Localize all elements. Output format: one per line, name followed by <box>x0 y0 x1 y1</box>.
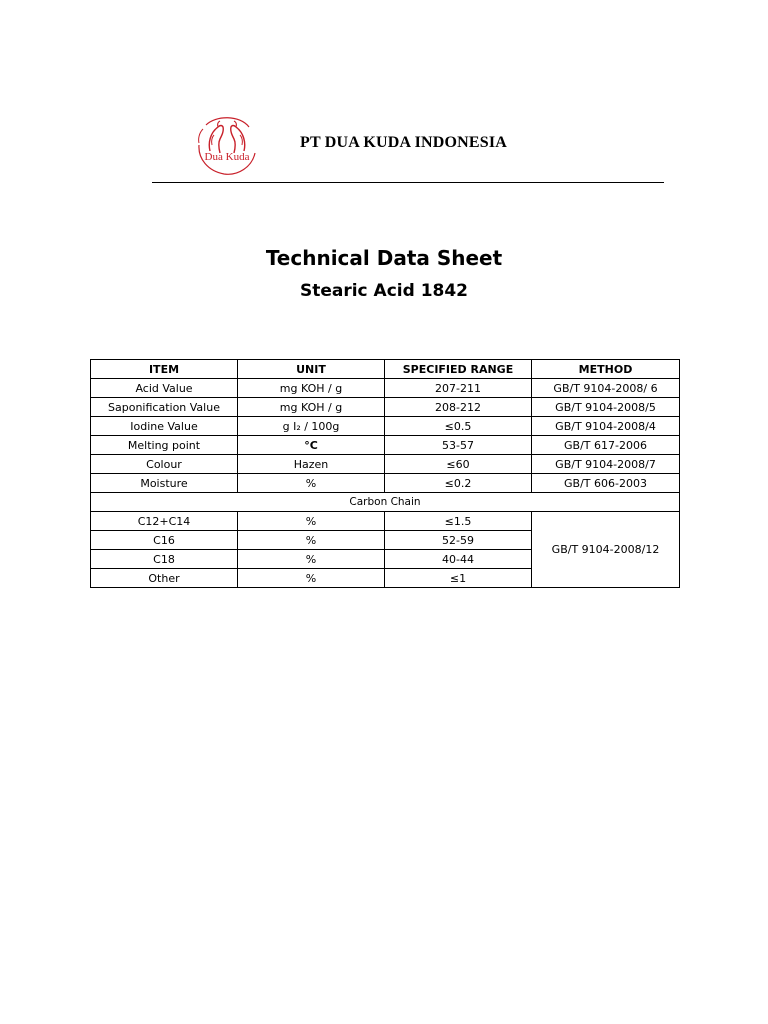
cell-item: Colour <box>91 455 238 474</box>
header-divider <box>152 182 664 183</box>
cell-range: 208-212 <box>385 398 532 417</box>
cell-unit: Hazen <box>238 455 385 474</box>
table-row <box>91 436 680 455</box>
company-name: PT DUA KUDA INDONESIA <box>300 134 508 151</box>
cell-unit: % <box>238 531 385 550</box>
section-row <box>91 493 680 512</box>
cell-item: Melting point <box>91 436 238 455</box>
column-header-item: ITEM <box>91 360 238 379</box>
cell-range: ≤1 <box>385 569 532 588</box>
cell-range: ≤60 <box>385 455 532 474</box>
table-row <box>91 455 680 474</box>
cell-method: GB/T 617-2006 <box>532 436 680 455</box>
column-header-range: SPECIFIED RANGE <box>385 360 532 379</box>
column-header-unit: UNIT <box>238 360 385 379</box>
cell-range: 207-211 <box>385 379 532 398</box>
cell-item: C16 <box>91 531 238 550</box>
specification-table <box>90 359 680 588</box>
column-header-method: METHOD <box>532 360 680 379</box>
cell-unit: g I₂ / 100g <box>238 417 385 436</box>
table-row <box>91 398 680 417</box>
cell-range: 40-44 <box>385 550 532 569</box>
dua-kuda-logo-icon <box>194 115 260 177</box>
cell-method: GB/T 9104-2008/5 <box>532 398 680 417</box>
table-row <box>91 417 680 436</box>
carbon-chain-method: GB/T 9104-2008/12 <box>532 512 680 588</box>
table-row <box>91 512 680 531</box>
cell-item: Saponification Value <box>91 398 238 417</box>
cell-item: Other <box>91 569 238 588</box>
cell-item: C12+C14 <box>91 512 238 531</box>
table-header-row <box>91 360 680 379</box>
cell-item: Moisture <box>91 474 238 493</box>
cell-method: GB/T 606-2003 <box>532 474 680 493</box>
cell-item: Iodine Value <box>91 417 238 436</box>
document-subtitle: Stearic Acid 1842 <box>299 281 469 301</box>
cell-unit: % <box>238 474 385 493</box>
cell-range: 52-59 <box>385 531 532 550</box>
table-row <box>91 474 680 493</box>
carbon-chain-section-label: Carbon Chain <box>91 493 680 512</box>
table-row <box>91 379 680 398</box>
cell-method: GB/T 9104-2008/ 6 <box>532 379 680 398</box>
cell-unit: mg KOH / g <box>238 398 385 417</box>
cell-unit: % <box>238 569 385 588</box>
cell-range: ≤1.5 <box>385 512 532 531</box>
cell-method: GB/T 9104-2008/4 <box>532 417 680 436</box>
cell-item: Acid Value <box>91 379 238 398</box>
cell-unit: °C <box>238 436 385 455</box>
cell-method: GB/T 9104-2008/7 <box>532 455 680 474</box>
cell-unit: % <box>238 512 385 531</box>
cell-unit: % <box>238 550 385 569</box>
document-title: Technical Data Sheet <box>265 246 503 270</box>
letterhead <box>0 0 768 190</box>
cell-range: ≤0.5 <box>385 417 532 436</box>
svg-text:Dua Kuda: Dua Kuda <box>204 151 250 163</box>
cell-range: ≤0.2 <box>385 474 532 493</box>
cell-unit: mg KOH / g <box>238 379 385 398</box>
cell-range: 53-57 <box>385 436 532 455</box>
cell-item: C18 <box>91 550 238 569</box>
